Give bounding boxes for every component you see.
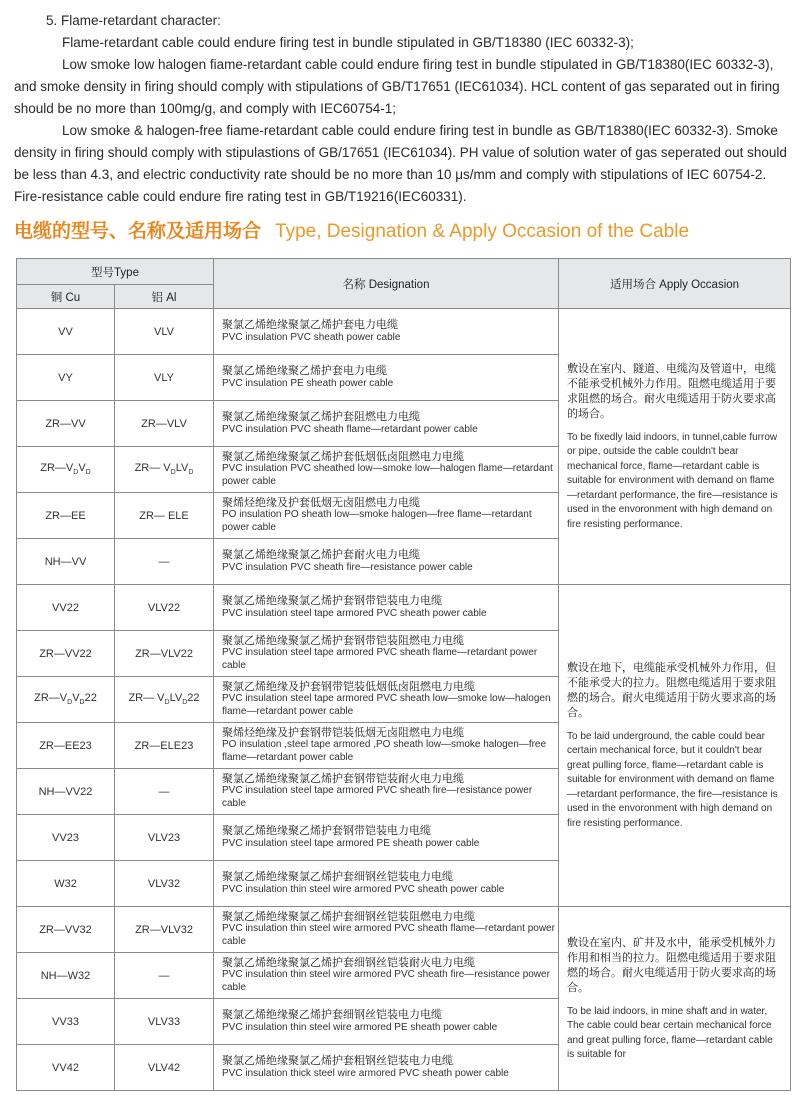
designation-cn: 聚氯乙烯绝缘及护套钢带铠装低烟低卤阻燃电力电缆	[222, 679, 475, 693]
designation-cn: 聚氯乙烯绝缘聚乙烯护套电力电缆	[222, 364, 387, 377]
designation	[214, 309, 559, 355]
al-code: —	[115, 769, 214, 815]
designation	[214, 631, 559, 677]
designation-en: PVC insulation thin steel wire armored PVC sheath fire—resistance power cable	[222, 969, 550, 993]
al-code: VLV42	[115, 1045, 214, 1091]
designation-en: PO insulation ,steel tape armored ,PO sheath low—smoke halogen—free flame—retardant power cable	[222, 739, 547, 763]
designation	[214, 1045, 559, 1091]
designation-cn: 聚烯烃绝缘及护套钢带铠装低烟无卤阻燃电力电缆	[222, 725, 464, 739]
designation-cn: 聚氯乙烯绝缘聚乙烯护套细钢丝铠装电力电缆	[222, 1008, 442, 1021]
al-code: VLV32	[115, 861, 214, 907]
apply-cn: 敷设在室内、矿井及水中，能承受机械外力作用和相当的拉力。阻燃电缆适用于要求阻燃的场合。耐火电缆适用于防火要求高的场合。	[567, 935, 776, 994]
header-al: 铝 Al	[115, 285, 214, 309]
cu-code: W32	[17, 861, 115, 907]
designation	[214, 677, 559, 723]
cu-code: VV	[17, 309, 115, 355]
al-code: ZR—VLV22	[115, 631, 214, 677]
cu-code: NH—W32	[17, 953, 115, 999]
section-title	[14, 216, 689, 243]
paragraph-3: Low smoke & halogen-free fiame-retardant cable could endure firing test in bundle as GB/T18380(IEC 60332-3). Smoke density in firing should comply with stipulastions of GB/17651 (IEC61034). PH value of solution water of gas seperated out should be less than 4.3, and electric conductivity rate should be no more than 10 μs/mm and comply with stipulations of IEC 60754-2. Fire-resistance cable could endure fire rating test in GB/T19216(IEC60331).	[14, 123, 787, 204]
designation	[214, 493, 559, 539]
section-title-cn: 电缆的型号、名称及适用场合	[14, 220, 262, 242]
item-heading: 5. Flame-retardant character:	[46, 13, 221, 28]
designation-cn: 聚氯乙烯绝缘聚乙烯护套钢带铠装电力电缆	[222, 824, 431, 837]
header-designation: 名称 Designation	[214, 259, 559, 309]
designation	[214, 815, 559, 861]
designation-en: PVC insulation thick steel wire armored PVC sheath power cable	[222, 1067, 509, 1079]
table-row	[17, 585, 791, 631]
al-code: —	[115, 953, 214, 999]
cu-code: VV22	[17, 585, 115, 631]
cu-code: $ZR—V_DV_D22$	[17, 677, 115, 723]
designation-en: PVC insulation PVC sheath flame—retardant power cable	[222, 423, 478, 435]
apply-en: To be laid indoors, in mine shaft and in water, The cable could bear certain mechanical force and great pulling force, flame—retardant cable is suitable for	[567, 1005, 773, 1060]
designation	[214, 723, 559, 769]
cu-code: VV23	[17, 815, 115, 861]
designation-en: PVC insulation steel tape armored PVC sheath low—smoke low—halogen flame—retardant power cable	[222, 693, 551, 717]
designation-en: PVC insulation thin steel wire armored PVC sheath flame—retardant power cable	[222, 923, 555, 947]
intro-text	[14, 10, 790, 208]
cu-code: ZR—VV22	[17, 631, 115, 677]
designation	[214, 401, 559, 447]
cu-code: ZR—EE23	[17, 723, 115, 769]
apply-cn: 敷设在室内、隧道、电缆沟及管道中，电缆不能承受机械外力作用。阻燃电缆适用于要求阻燃的场合。耐火电缆适用于防火要求高的场合。	[567, 361, 776, 420]
designation	[214, 999, 559, 1045]
designation-cn: 聚氯乙烯绝缘聚氯乙烯护套细钢丝铠装耐火电力电缆	[222, 955, 475, 969]
cu-code: $ZR—V_DV_D$	[17, 447, 115, 493]
apply-cn: 敷设在地下，电缆能承受机械外力作用，但不能承受大的拉力。阻燃电缆适用于要求阻燃的场合。耐火电缆适用于防火要求高的场合。	[567, 660, 776, 719]
designation-en: PVC insulation steel tape armored PE sheath power cable	[222, 837, 480, 849]
designation-cn: 聚氯乙烯绝缘聚氯乙烯护套粗钢丝铠装电力电缆	[222, 1054, 453, 1067]
apply-en: To be fixedly laid indoors, in tunnel,cable furrow or pipe, outside the cable couldn't bear mechanical force, flame—retardant cable is suitable for environment with demand on flame—retardant performance, the fire—resistance is used in the envoronment with high demand on fire resisting performance.	[567, 431, 778, 530]
al-code: ZR—ELE23	[115, 723, 214, 769]
al-code: ZR—VLV	[115, 401, 214, 447]
designation	[214, 539, 559, 585]
cu-code: ZR—VV32	[17, 907, 115, 953]
designation	[214, 769, 559, 815]
paragraph-1: Flame-retardant cable could endure firing test in bundle stipulated in GB/T18380 (IEC 60332-3);	[62, 35, 634, 50]
designation	[214, 907, 559, 953]
al-code: VLV33	[115, 999, 214, 1045]
designation-cn: 聚氯乙烯绝缘聚氯乙烯护套低烟低卤阻燃电力电缆	[222, 449, 464, 463]
designation-en: PVC insulation steel tape armored PVC sheath power cable	[222, 607, 487, 619]
designation-cn: 聚氯乙烯绝缘聚氯乙烯护套电力电缆	[222, 318, 398, 331]
designation-cn: 聚氯乙烯绝缘聚氯乙烯护套钢带铠装阻燃电力电缆	[222, 633, 464, 647]
designation-cn: 聚氯乙烯绝缘聚氯乙烯护套耐火电力电缆	[222, 548, 420, 561]
apply-occasion	[559, 585, 791, 907]
designation-en: PVC insulation thin steel wire armored PVC sheath power cable	[222, 883, 505, 895]
cu-code: VV33	[17, 999, 115, 1045]
al-code: VLY	[115, 355, 214, 401]
al-code: ZR— $V_DLV_D22$	[115, 677, 214, 723]
designation-cn: 聚氯乙烯绝缘聚氯乙烯护套钢带铠装电力电缆	[222, 594, 442, 607]
table-row	[17, 907, 791, 953]
designation-en: PVC insulation PE sheath power cable	[222, 377, 394, 389]
designation-cn: 聚氯乙烯绝缘聚氯乙烯护套阻燃电力电缆	[222, 410, 420, 423]
apply-occasion	[559, 309, 791, 585]
al-code: VLV	[115, 309, 214, 355]
cu-code: ZR—VV	[17, 401, 115, 447]
cu-code: NH—VV22	[17, 769, 115, 815]
cu-code: NH—VV	[17, 539, 115, 585]
apply-occasion	[559, 907, 791, 1091]
designation	[214, 447, 559, 493]
cable-table	[16, 258, 791, 1091]
al-code: ZR—VLV32	[115, 907, 214, 953]
cu-code: VY	[17, 355, 115, 401]
designation-en: PO insulation PO sheath low—smoke halogen—free flame—retardant power cable	[222, 509, 532, 533]
paragraph-2: Low smoke low halogen fiame-retardant cable could endure firing test in bundle stipulated in GB/T18380(IEC 60332-3), and smoke density in firing should comply with stipulations of GB/T17651 (IEC61034). HCL content of gas separated out in firing should be no more than 100mg/g, and comply with IEC60754-1;	[14, 57, 780, 116]
designation-en: PVC insulation PVC sheath power cable	[222, 331, 401, 343]
designation-cn: 聚氯乙烯绝缘聚氯乙烯护套钢带铠装耐火电力电缆	[222, 771, 464, 785]
al-code: —	[115, 539, 214, 585]
section-title-en: Type, Designation & Apply Occasion of the Cable	[275, 221, 690, 242]
al-code: ZR— ELE	[115, 493, 214, 539]
header-cu: 铜 Cu	[17, 285, 115, 309]
header-type: 型号Type	[17, 259, 214, 285]
al-code: VLV23	[115, 815, 214, 861]
apply-en: To be laid underground, the cable could bear certain mechanical force, but it couldn't bear great pulling force, flame—retardant cable is suitable for environment with demand on flame—retardant performance, the fire—resistance is used in the envoronment with high demand on fire resisting performance.	[567, 730, 778, 829]
designation-cn: 聚氯乙烯绝缘聚氯乙烯护套细钢丝铠装阻燃电力电缆	[222, 909, 475, 923]
designation	[214, 861, 559, 907]
table-row	[17, 309, 791, 355]
designation-en: PVC insulation thin steel wire armored PE sheath power cable	[222, 1021, 498, 1033]
designation	[214, 355, 559, 401]
cu-code: ZR—EE	[17, 493, 115, 539]
designation-cn: 聚氯乙烯绝缘聚氯乙烯护套细钢丝铠装电力电缆	[222, 870, 453, 883]
cu-code: VV42	[17, 1045, 115, 1091]
header-apply: 适用场合 Apply Occasion	[559, 259, 791, 309]
designation-en: PVC insulation steel tape armored PVC sheath fire—resistance power cable	[222, 785, 533, 809]
designation-cn: 聚烯烃绝缘及护套低烟无卤阻燃电力电缆	[222, 495, 420, 509]
designation-en: PVC insulation steel tape armored PVC sheath flame—retardant power cable	[222, 647, 538, 671]
designation	[214, 953, 559, 999]
designation-en: PVC insulation PVC sheath fire—resistance power cable	[222, 561, 473, 573]
al-code: VLV22	[115, 585, 214, 631]
al-code: ZR— $V_DLV_D$	[115, 447, 214, 493]
designation-en: PVC insulation PVC sheathed low—smoke low—halogen flame—retardant power cable	[222, 463, 553, 487]
designation	[214, 585, 559, 631]
